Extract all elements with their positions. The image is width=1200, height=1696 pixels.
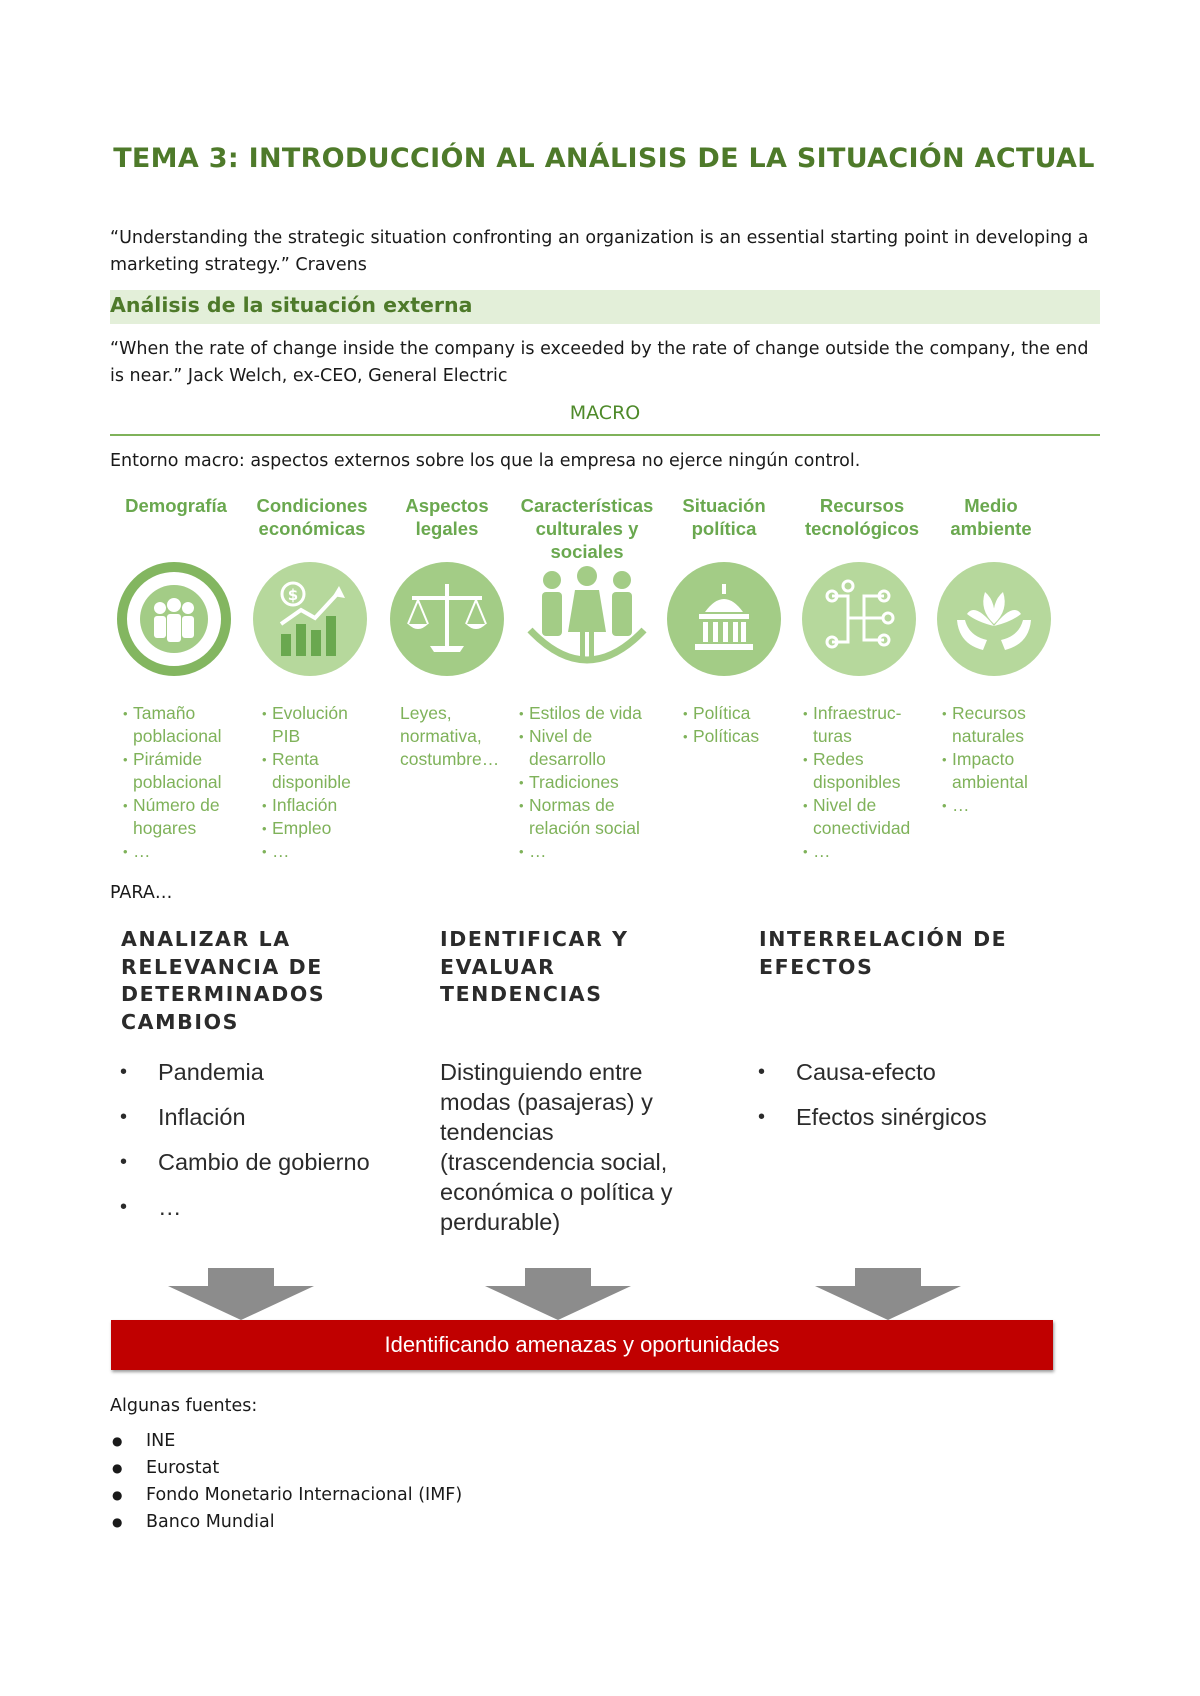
factor-list-politica	[683, 702, 793, 748]
capitol-icon	[667, 562, 781, 676]
cravens-quote: “Understanding the strategic situation confronting an organization is an essential starting point in developing a marketing strategy.” Cravens	[110, 228, 1089, 275]
list-item: • Normas de relación social	[519, 794, 669, 840]
column-heading-identificar: IDENTIFICAR Y EVALUAR TENDENCIAS	[440, 927, 629, 1006]
para-label: PARA…	[110, 883, 173, 903]
people-icon	[117, 562, 231, 676]
list-item: • …	[942, 794, 1062, 817]
conclusion-banner	[111, 1320, 1053, 1370]
factor-list-tecnologicos	[803, 702, 921, 863]
family-icon	[522, 560, 652, 676]
factor-description: Leyes, normativa, costumbre…	[400, 703, 500, 769]
list-item: • …	[262, 840, 372, 863]
factor-title-tecnologicos: Recursos tecnológicos	[804, 495, 920, 539]
list-item: • Empleo	[262, 817, 372, 840]
list-item: ● Banco Mundial	[110, 1509, 462, 1536]
list-item: • Causa-efecto	[758, 1057, 1058, 1102]
factor-title-culturales: Características culturales y sociales	[520, 495, 654, 562]
list-item: • …	[803, 840, 921, 863]
list-item: • Políticas	[683, 725, 793, 748]
column-list-interrelacion	[758, 1057, 1058, 1147]
sources-list	[110, 1428, 462, 1536]
svg-text:$: $	[287, 586, 299, 604]
down-arrow-icon	[485, 1268, 631, 1320]
factor-title-ambiente: Medio ambiente	[950, 495, 1032, 539]
conclusion-banner-text: Identificando amenazas y oportunidades	[384, 1332, 780, 1357]
macro-divider	[110, 434, 1100, 436]
down-arrow-icon	[168, 1268, 314, 1320]
circuit-icon	[802, 562, 916, 676]
list-item: • Tamaño poblacional	[123, 702, 241, 748]
entorno-text: Entorno macro: aspectos externos sobre los que la empresa no ejerce ningún control.	[110, 451, 861, 471]
list-item: ● INE	[110, 1428, 462, 1455]
sources-label: Algunas fuentes:	[110, 1396, 258, 1416]
list-item: • Cambio de gobierno	[120, 1147, 420, 1192]
list-item: • Impacto ambiental	[942, 748, 1062, 794]
welch-quote: “When the rate of change inside the company is exceeded by the rate of change outside the company, the end is near.” Jack Welch, ex-CEO, General Electric	[110, 339, 1089, 386]
list-item: • Nivel de desarrollo	[519, 725, 669, 771]
list-item: • Pandemia	[120, 1057, 420, 1102]
down-arrow-icon	[815, 1268, 961, 1320]
macro-heading: MACRO	[569, 402, 641, 424]
factor-list-economicas	[262, 702, 372, 863]
column-heading-analizar: ANALIZAR LA RELEVANCIA DE DETERMINADOS CAMBIOS	[121, 927, 326, 1034]
list-item: • Política	[683, 702, 793, 725]
list-item: • Nivel de conectividad	[803, 794, 921, 840]
list-item: • …	[519, 840, 669, 863]
list-item: • Redes disponibles	[803, 748, 921, 794]
list-item: • …	[120, 1192, 420, 1237]
list-item: • …	[123, 840, 241, 863]
factor-text-legales	[400, 702, 510, 771]
list-item: • Inflación	[120, 1102, 420, 1147]
section-heading-bar	[110, 290, 1100, 324]
page-title: TEMA 3: INTRODUCCIÓN AL ANÁLISIS DE LA SITUACIÓN ACTUAL	[113, 143, 1095, 174]
factor-title-politica: Situación política	[682, 495, 766, 539]
list-item: • Tradiciones	[519, 771, 669, 794]
column-list-analizar	[120, 1057, 420, 1237]
growth-chart-icon	[253, 562, 367, 676]
scales-icon	[390, 562, 504, 676]
list-item: • Renta disponible	[262, 748, 372, 794]
list-item: • Estilos de vida	[519, 702, 669, 725]
list-item: • Inflación	[262, 794, 372, 817]
column-text-identificar: Distinguiendo entre modas (pasajeras) y tendencias (trascendencia social, económica o política y perdurable)	[440, 1059, 673, 1235]
factor-title-demografia: Demografía	[125, 495, 227, 516]
column-heading-interrelacion: INTERRELACIÓN DE EFECTOS	[759, 927, 1008, 979]
list-item: • Evolución PIB	[262, 702, 372, 748]
list-item: ● Eurostat	[110, 1455, 462, 1482]
list-item: • Recursos naturales	[942, 702, 1062, 748]
list-item: • Número de hogares	[123, 794, 241, 840]
list-item: • Infraestruc-turas	[803, 702, 921, 748]
factor-list-ambiente	[942, 702, 1062, 817]
list-item: ● Fondo Monetario Internacional (IMF)	[110, 1482, 462, 1509]
factor-list-culturales	[519, 702, 669, 863]
section-heading: Análisis de la situación externa	[110, 293, 473, 317]
list-item: • Pirámide poblacional	[123, 748, 241, 794]
list-item: • Efectos sinérgicos	[758, 1102, 1058, 1147]
plant-hands-icon	[937, 562, 1051, 676]
factor-title-economicas: Condiciones económicas	[256, 495, 368, 539]
factor-title-legales: Aspectos legales	[405, 495, 489, 539]
factor-list-demografia	[123, 702, 241, 863]
